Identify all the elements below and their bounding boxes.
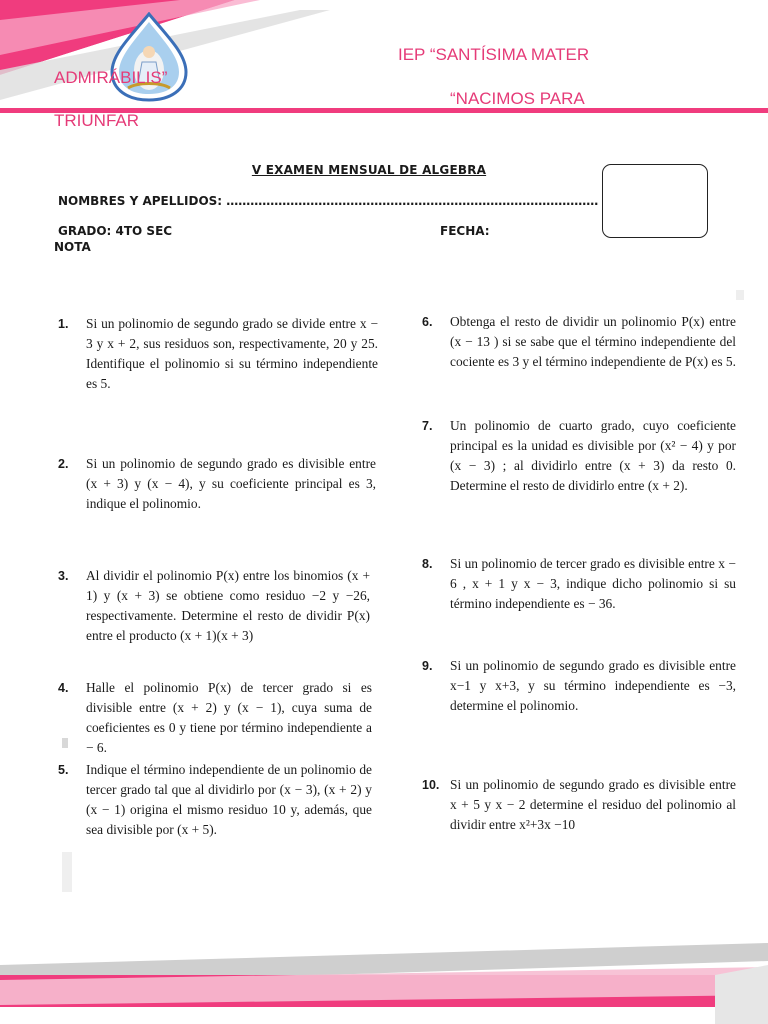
question-text: Halle el polinomio P(x) de tercer grado si es divisible entre (x + 2) y (x − 1), cuya suma de coeficientes es 0 y tiene por término independiente a − 6. (86, 680, 372, 755)
nota-label: NOTA (54, 240, 91, 254)
question-7 (422, 416, 736, 496)
date-label: FECHA: (440, 224, 490, 238)
exam-title: V EXAMEN MENSUAL DE ALGEBRA (251, 163, 487, 177)
question-4 (58, 678, 372, 758)
question-text: Indique el término independiente de un polinomio de tercer grado tal que al dividirlo por (x − 3), (x + 2) y (x − 1) origina el mismo residuo 10 y, además, que sea divisible por (x + 5). (86, 762, 372, 837)
question-5 (58, 760, 372, 840)
grade-label: GRADO: 4TO SEC (58, 224, 173, 238)
question-text: Al dividir el polinomio P(x) entre los binomios (x + 1) y (x + 3) se obtiene como residuo −2 y −26, respectivamente. Determine el resto de dividir P(x) entre el producto (x + 1)(x + 3) (86, 568, 370, 643)
names-field: NOMBRES Y APELLIDOS: ………………………………………………………………………………… (58, 194, 599, 208)
school-name-line1: IEP “SANTÍSIMA MATER (398, 45, 590, 64)
question-text: Si un polinomio de tercer grado es divisible entre x − 6 , x + 1 y x − 3, indique dicho polinomio si su término independiente es − 36. (450, 556, 736, 611)
question-1 (58, 314, 378, 394)
question-text: Si un polinomio de segundo grado es divisible entre (x + 3) y (x − 4), y su coeficiente principal es 3, indique el polinomio. (86, 456, 376, 511)
question-6 (422, 312, 736, 372)
question-text: Un polinomio de cuarto grado, cuyo coeficiente principal es la unidad es divisible por (x² − 4) y por (x − 3) ; al dividirlo entre (x + 3) da resto 0. Determine el resto de dividirlo entre (x + 2). (450, 418, 736, 493)
question-8 (422, 554, 736, 614)
grade-box (602, 164, 708, 238)
footer-decoration (0, 915, 768, 1024)
question-2 (58, 454, 376, 514)
question-number: 8. (422, 557, 433, 571)
scan-speck (736, 290, 744, 300)
motto-line1: “NACIMOS PARA (450, 89, 585, 108)
scan-speck (62, 852, 72, 892)
question-number: 6. (422, 315, 433, 329)
question-number: 10. (422, 778, 440, 792)
scan-speck (62, 738, 68, 748)
question-text: Si un polinomio de segundo grado es divisible entre x + 5 y x − 2 determine el residuo del polinomio al dividir entre x²+3x −10 (450, 777, 736, 832)
question-text: Si un polinomio de segundo grado es divisible entre x−1 y x+3, y su término independiente es −3, determine el polinomio. (450, 658, 736, 713)
question-text: Si un polinomio de segundo grado se divide entre x − 3 y x + 2, sus residuos son, respectivamente, 20 y 25. Identifique el polinomio si su término independiente es 5. (86, 316, 378, 391)
motto-line2: TRIUNFAR (54, 111, 139, 130)
question-number: 2. (58, 457, 69, 471)
question-number: 3. (58, 569, 69, 583)
question-number: 7. (422, 419, 433, 433)
question-text: Obtenga el resto de dividir un polinomio P(x) entre (x − 13 ) si se sabe que el término independiente del cociente es 3 y el término independiente de P(x) es 5. (450, 314, 736, 369)
school-logo (108, 12, 190, 102)
question-number: 9. (422, 659, 433, 673)
question-3 (58, 566, 370, 646)
question-number: 4. (58, 681, 69, 695)
school-name-line2: ADMIRÁBILIS” (54, 68, 168, 87)
question-9 (422, 656, 736, 716)
question-10 (422, 775, 736, 835)
question-number: 5. (58, 763, 69, 777)
question-number: 1. (58, 317, 69, 331)
